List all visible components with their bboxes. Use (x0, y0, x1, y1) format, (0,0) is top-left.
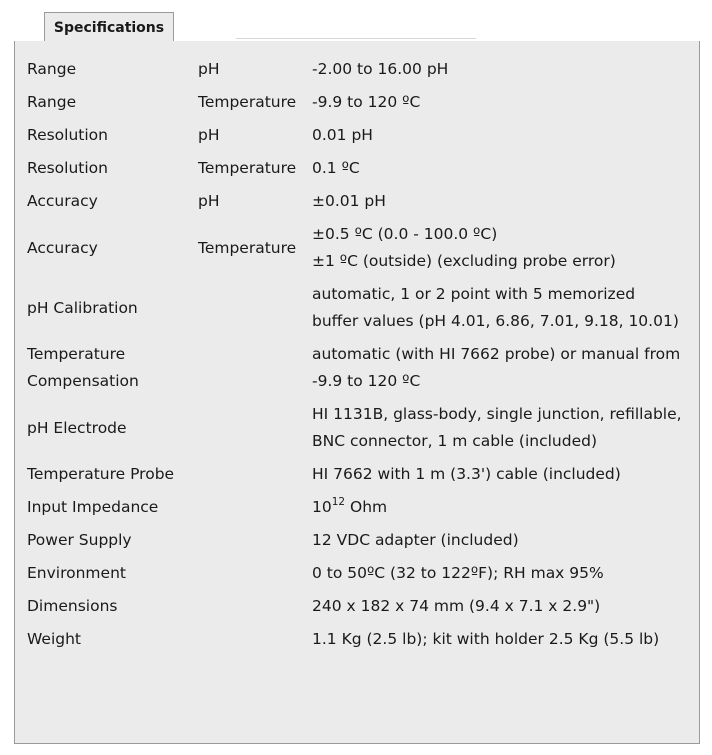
spec-value-unit: Ohm (345, 498, 388, 516)
table-row (21, 590, 691, 623)
table-row (21, 119, 691, 152)
spec-value: -9.9 to 120 ºC (312, 93, 421, 111)
spec-value: HI 1131B, glass-body, single junction, refillable, BNC connector, 1 m cable (included) (312, 405, 682, 450)
table-row (21, 398, 691, 458)
spec-value: 240 x 182 x 74 mm (9.4 x 7.1 x 2.9") (312, 597, 601, 615)
spec-value: 0.01 pH (312, 126, 373, 144)
spec-label: Range (27, 93, 77, 111)
tab-bar (14, 0, 700, 42)
spec-value-line: ±0.5 ºC (0.0 - 100.0 ºC) (312, 225, 498, 243)
spec-sublabel: Temperature (198, 238, 297, 257)
spec-sublabel (192, 458, 306, 491)
table-row (21, 557, 691, 590)
spec-value: 1.1 Kg (2.5 lb); kit with holder 2.5 Kg (5.5 lb) (312, 630, 660, 648)
spec-label: Weight (27, 630, 82, 648)
spec-sublabel: Temperature (198, 159, 297, 177)
spec-label: pH Calibration (27, 298, 138, 317)
spec-sublabel (192, 557, 306, 590)
table-row (21, 524, 691, 557)
spec-sublabel: pH (198, 126, 220, 144)
spec-label: Range (27, 60, 77, 78)
spec-label: Resolution (27, 126, 108, 144)
spec-value: ±0.01 pH (312, 192, 386, 210)
spec-sublabel (192, 398, 306, 458)
spec-value: automatic (with HI 7662 probe) or manual from -9.9 to 120 ºC (312, 345, 681, 390)
spec-sublabel: Temperature (198, 93, 297, 111)
spec-label: Accuracy (27, 238, 98, 257)
table-row (21, 53, 691, 86)
spec-value: automatic, 1 or 2 point with 5 memorized buffer values (pH 4.01, 6.86, 7.01, 9.18, 10.01) (312, 285, 679, 330)
table-row (21, 338, 691, 398)
table-row (21, 623, 691, 656)
spec-value: 0 to 50ºC (32 to 122ºF); RH max 95% (312, 564, 604, 582)
spec-sublabel (192, 491, 306, 524)
table-row (21, 152, 691, 185)
spec-label: Dimensions (27, 597, 118, 615)
spec-value-exponent: 12 (331, 495, 346, 508)
spec-value-line: ±1 ºC (outside) (excluding probe error) (312, 252, 616, 270)
spec-sublabel (192, 623, 306, 656)
spec-value (306, 491, 691, 524)
spec-value: HI 7662 with 1 m (3.3') cable (included) (312, 465, 621, 483)
spec-label: Resolution (27, 159, 108, 177)
specifications-panel (14, 41, 700, 744)
spec-value: 12 VDC adapter (included) (312, 531, 519, 549)
spec-label: Temperature Compensation (27, 345, 139, 390)
table-row (21, 185, 691, 218)
spec-sublabel (192, 590, 306, 623)
table-row (21, 86, 691, 119)
table-row (21, 491, 691, 524)
spec-sublabel: pH (198, 192, 220, 210)
spec-value: 0.1 ºC (312, 159, 360, 177)
spec-label: Accuracy (27, 192, 98, 210)
spec-sublabel (192, 278, 306, 338)
spec-sublabel (192, 524, 306, 557)
spec-value (306, 218, 691, 278)
table-row (21, 458, 691, 491)
spec-value: -2.00 to 16.00 pH (312, 60, 449, 78)
spec-label: Environment (27, 564, 126, 582)
tab-divider-faint (236, 38, 476, 39)
table-row (21, 278, 691, 338)
spec-label: Power Supply (27, 531, 132, 549)
spec-label: Temperature Probe (27, 465, 175, 483)
spec-sublabel: pH (198, 60, 220, 78)
spec-label: Input Impedance (27, 498, 159, 516)
tab-specifications[interactable]: Specifications (44, 12, 174, 42)
table-row (21, 218, 691, 278)
specifications-table (21, 53, 691, 656)
spec-value-base: 10 (312, 498, 332, 516)
spec-sublabel (192, 338, 306, 398)
spec-label: pH Electrode (27, 418, 127, 437)
